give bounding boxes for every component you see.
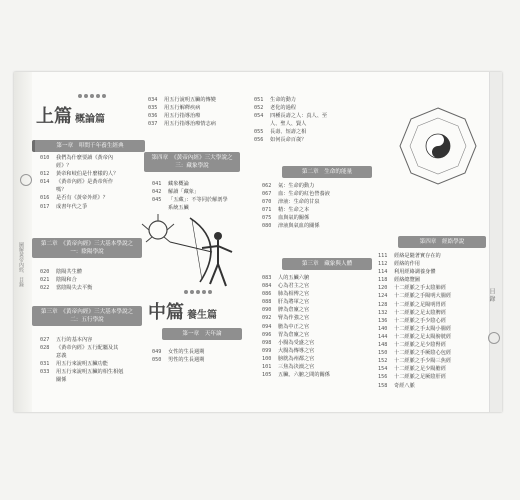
toc-row[interactable]: 031 用五行來說明五臟功能: [40, 361, 108, 368]
toc-row[interactable]: 144 十二經脈之足太陽膀胱經: [378, 333, 452, 340]
toc-row[interactable]: 經》？: [56, 163, 72, 170]
middle-chapter-2-label: 第二章 生命的能量: [282, 166, 372, 178]
toc-row[interactable]: 158 奇經八脈: [378, 382, 415, 389]
chapter-4-label: 第四章 《黃帝內經》三大學說之三：藏象學說: [144, 152, 240, 172]
toc-row[interactable]: 120 十二經脈之手太陰肺經: [378, 285, 446, 292]
section-title-middle-big: 中篇: [148, 302, 184, 323]
chapter-3-toc-continued: [148, 96, 216, 128]
toc-row[interactable]: 022 當陰陽失去平衡: [40, 285, 93, 292]
toc-row[interactable]: 092 腎為作強之官: [262, 315, 310, 322]
toc-row[interactable]: 156 十二經脈之足厥陰肝經: [378, 374, 446, 381]
toc-row[interactable]: 070 津液：生命的甘泉: [262, 199, 320, 206]
toc-row[interactable]: 075 血與氣的關係: [262, 215, 310, 222]
toc-row[interactable]: 045 「五藏」：不等同於解剖學: [152, 197, 228, 204]
toc-row[interactable]: 056 如何長命百歲？: [254, 137, 307, 144]
toc-row[interactable]: 051 生命的動力: [254, 97, 296, 103]
section-title-middle: [148, 298, 217, 324]
ornament-icon: [488, 332, 500, 344]
toc-row[interactable]: 083 人的五臟六腑: [262, 275, 310, 281]
toc-row[interactable]: 132 十二經脈之足太陰脾經: [378, 309, 446, 316]
right-page-edge: [489, 72, 502, 412]
book-spine-label-left: 圖解黃帝內經．目錄: [18, 242, 24, 287]
toc-row[interactable]: 152 十二經脈之手少陽三焦經: [378, 358, 452, 365]
section-title-upper-small: 概論篇: [75, 114, 105, 125]
toc-row[interactable]: 關係: [56, 377, 67, 384]
toc-row[interactable]: 118 經絡總覽圖: [378, 277, 420, 284]
toc-row[interactable]: 系統五臟: [168, 205, 189, 212]
book-spine-label-right: 目 錄: [488, 288, 495, 302]
toc-row[interactable]: 128 十二經脈之足陽明胃經: [378, 301, 446, 308]
chapter-1-label: 第一章 叩問千年養生經典: [32, 140, 145, 152]
middle-chapter-3-label: 第三章 藏象與人體: [282, 258, 372, 270]
chapter-2-toc: [40, 268, 92, 292]
toc-row[interactable]: 028 《黃帝內經》五行配屬及其: [40, 345, 119, 352]
middle-chapter-3-toc: [262, 274, 330, 379]
toc-row[interactable]: 021 陰陽和合: [40, 277, 77, 284]
toc-row[interactable]: 050 男性的生長週期: [152, 357, 205, 364]
middle-chapter-1-toc: [152, 348, 204, 364]
toc-row[interactable]: 090 脾為倉廩之官: [262, 307, 310, 314]
chapter-2-label: 第二章 《黃帝內經》三大基本學說之一：陰陽學說: [32, 238, 142, 258]
toc-row[interactable]: 094 膽為中正之官: [262, 323, 310, 330]
toc-row[interactable]: 112 經絡的作用: [378, 261, 420, 268]
toc-row[interactable]: 012 黃帝和岐伯是什麼樣的人？: [40, 171, 119, 178]
toc-row[interactable]: 020 陰陽共生體: [40, 269, 82, 275]
toc-row[interactable]: 114 利用經絡調養身體: [378, 269, 436, 276]
chapter-3-label: 第三章 《黃帝內經》三大基本學說之二：五行學說: [32, 306, 142, 326]
section-dots-upper: [78, 94, 106, 98]
toc-row[interactable]: 080 津液與氣血的關係: [262, 223, 320, 230]
toc-row[interactable]: 124 十二經脈之手陽明大腸經: [378, 293, 452, 300]
middle-chapter-2-toc: [262, 182, 330, 231]
section-title-upper: [36, 102, 105, 128]
toc-row[interactable]: 099 大腸為傳導之官: [262, 347, 315, 354]
toc-row[interactable]: 088 肝為將軍之官: [262, 299, 310, 306]
toc-row[interactable]: 嗎？: [56, 187, 67, 194]
toc-row[interactable]: 154 十二經脈之足少陽膽經: [378, 366, 446, 373]
chapter-3-toc: [40, 336, 123, 385]
toc-row[interactable]: 049 女性的生長週期: [152, 349, 205, 355]
section-dots-middle: [184, 290, 212, 294]
toc-row[interactable]: 140 十二經脈之手太陽小腸經: [378, 325, 452, 332]
toc-row[interactable]: 041 藏象概論: [152, 181, 189, 187]
toc-row[interactable]: 052 老化的過程: [254, 105, 296, 112]
open-book-spread: [14, 72, 502, 412]
bagua-diagram: [398, 106, 478, 186]
ornament-icon: [20, 174, 32, 186]
toc-row[interactable]: 101 三焦為決瀆之官: [262, 364, 315, 371]
toc-row[interactable]: 136 十二經脈之手少陰心經: [378, 317, 446, 324]
archer-illustration: [140, 212, 250, 292]
toc-row[interactable]: 042 解讀「藏象」: [152, 189, 200, 196]
toc-row[interactable]: 100 膀胱為州都之官: [262, 355, 315, 362]
toc-row[interactable]: 105 五臟、六腑之間的關係: [262, 372, 330, 379]
middle-chapter-1-label: 第一章 天年論: [162, 328, 242, 340]
toc-row[interactable]: 035 用五行解釋疾病: [148, 105, 201, 112]
toc-row[interactable]: 067 血：生命的紅色營養液: [262, 191, 330, 198]
toc-row[interactable]: 016 是否有《黃帝外經》？: [40, 195, 108, 202]
toc-row[interactable]: 086 肺為相傅之官: [262, 291, 310, 298]
toc-row[interactable]: 096 胃為倉廩之官: [262, 331, 310, 338]
section-title-middle-small: 養生篇: [187, 310, 217, 321]
chapter-4-toc: [152, 180, 228, 212]
toc-row[interactable]: 111 經絡是隨著實存在的: [378, 253, 441, 259]
toc-row[interactable]: 054 四種長壽之人：真人、至: [254, 113, 328, 120]
toc-row[interactable]: 034 用五行說明五臟的傳變: [148, 97, 216, 103]
toc-row[interactable]: 150 十二經脈之手厥陰心包經: [378, 350, 452, 357]
toc-row[interactable]: 014 《黃帝內經》是黃帝所作: [40, 179, 114, 186]
toc-row[interactable]: 098 小腸為受盛之官: [262, 339, 315, 346]
chapter-1-toc: [40, 154, 118, 211]
toc-row[interactable]: 148 十二經脈之足少陰腎經: [378, 342, 446, 349]
toc-row[interactable]: 010 我們為什麼要讀《黃帝內: [40, 155, 114, 161]
toc-row[interactable]: 055 長壽、短壽之相: [254, 129, 307, 136]
section-title-upper-big: 上篇: [36, 106, 72, 127]
toc-row[interactable]: 084 心為君主之官: [262, 283, 310, 290]
toc-row[interactable]: 027 五行的基本內容: [40, 337, 93, 343]
toc-row[interactable]: 062 氣：生命的動力: [262, 183, 315, 189]
toc-row[interactable]: 036 用五行指導治療: [148, 113, 201, 120]
toc-row[interactable]: 意義: [56, 353, 67, 360]
toc-row[interactable]: 017 成書年代之爭: [40, 203, 88, 210]
toc-row[interactable]: 071 精：生命之本: [262, 207, 310, 214]
toc-row[interactable]: 人、聖人、賢人: [270, 121, 307, 128]
middle-chapter-4-label: 第四章 經絡學說: [398, 236, 486, 248]
middle-chapter-4-toc: [378, 252, 451, 390]
toc-row[interactable]: 033 用五行來說明五臟的相生相剋: [40, 369, 124, 376]
toc-row[interactable]: 037 用五行指導治療情志病: [148, 121, 216, 128]
middle-chapter-1-toc-continued: [254, 96, 327, 145]
